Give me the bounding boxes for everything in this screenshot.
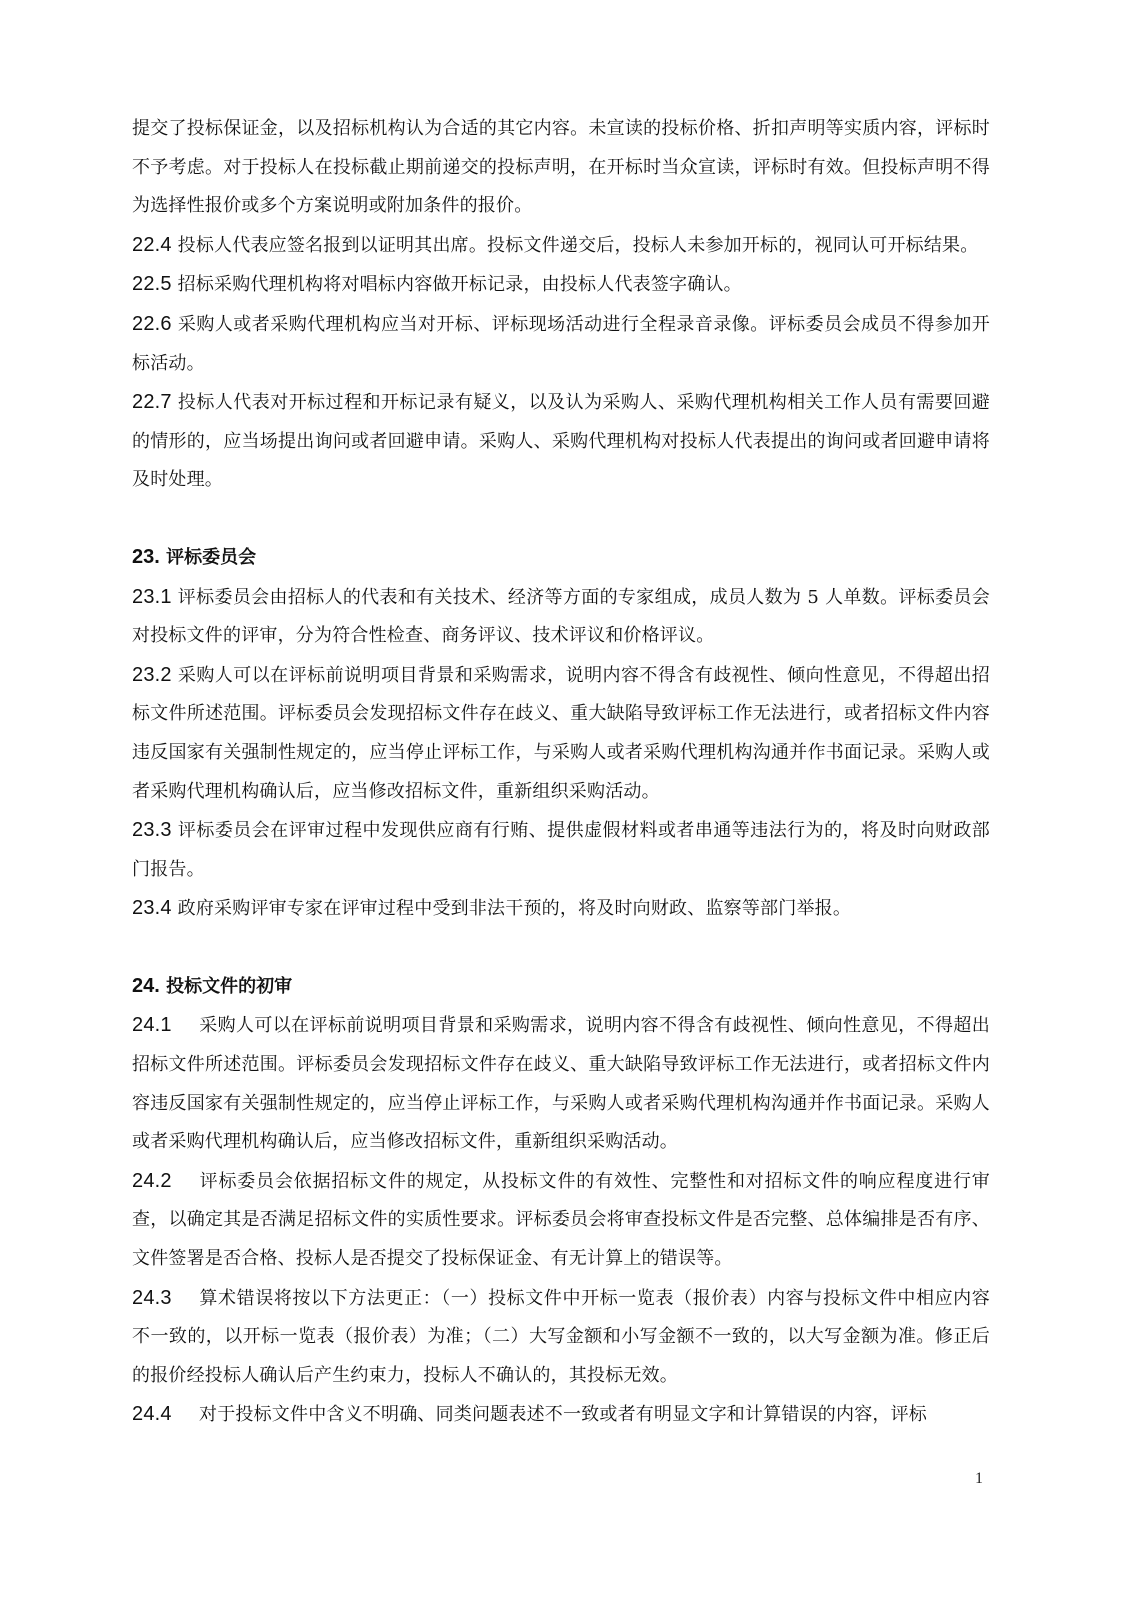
clause-text: 评标委员会依据招标文件的规定，从投标文件的有效性、完整性和对招标文件的响应程度进行审查，以确定其是否满足招标文件的实质性要求。评标委员会将审查投标文件是否完整、总体编排是否有序、文件签署是否合格、投标人是否提交了投标保证金、有无计算上的错误等。 bbox=[132, 1170, 990, 1270]
clause-number: 23.4 bbox=[132, 897, 172, 920]
clause-text: 投标人代表应签名报到以证明其出席。投标文件递交后，投标人未参加开标的，视同认可开标结果。 bbox=[177, 234, 979, 256]
clause-paragraph bbox=[132, 305, 990, 383]
clause-paragraph bbox=[132, 1395, 990, 1435]
clause-number: 23.1 bbox=[132, 585, 172, 608]
document-body bbox=[132, 110, 990, 1435]
section-spacer bbox=[132, 500, 990, 538]
clause-number: 24.1 bbox=[132, 1014, 172, 1037]
clause-number: 24.3 bbox=[132, 1286, 172, 1309]
clause-text: 采购人可以在评标前说明项目背景和采购需求，说明内容不得含有歧视性、倾向性意见，不得超出招标文件所述范围。评标委员会发现招标文件存在歧义、重大缺陷导致评标工作无法进行，或者招标文件内容违反国家有关强制性规定的，应当停止评标工作，与采购人或者采购代理机构沟通并作书面记录。采购人或者采购代理机构确认后，应当修改招标文件，重新组织采购活动。 bbox=[132, 664, 991, 802]
clause-number: 22.4 bbox=[132, 233, 172, 256]
section-heading bbox=[132, 967, 990, 1007]
clause-text: 评标委员会在评审过程中发现供应商有行贿、提供虚假材料或者串通等违法行为的，将及时向财政部门报告。 bbox=[132, 820, 991, 880]
clause-number: 24.4 bbox=[132, 1403, 172, 1426]
clause-text: 政府采购评审专家在评审过程中受到非法干预的，将及时向财政、监察等部门举报。 bbox=[177, 898, 852, 920]
clause-paragraph bbox=[132, 1162, 990, 1279]
section-title: 投标文件的初审 bbox=[166, 975, 293, 997]
clause-number: 24.2 bbox=[132, 1169, 172, 1192]
clause-paragraph bbox=[132, 265, 990, 305]
clause-paragraph bbox=[132, 383, 990, 500]
page-number: 1 bbox=[975, 1470, 983, 1487]
clause-paragraph bbox=[132, 811, 990, 889]
clause-number: 22.5 bbox=[132, 273, 172, 296]
section-number: 23. bbox=[132, 545, 160, 568]
clause-text: 招标采购代理机构将对唱标内容做开标记录，由投标人代表签字确认。 bbox=[177, 274, 742, 296]
section-heading bbox=[132, 538, 990, 578]
section-number: 24. bbox=[132, 974, 160, 997]
clause-number: 22.6 bbox=[132, 312, 172, 335]
clause-text: 采购人或者采购代理机构应当对开标、评标现场活动进行全程录音录像。评标委员会成员不得参加开标活动。 bbox=[132, 313, 991, 374]
clause-text: 评标委员会由招标人的代表和有关技术、经济等方面的专家组成，成员人数为 5 人单数。评标委员会对投标文件的评审，分为符合性检查、商务评议、技术评议和价格评议。 bbox=[132, 586, 990, 647]
section-title: 评标委员会 bbox=[166, 546, 257, 568]
clause-paragraph bbox=[132, 889, 990, 929]
clause-text: 提交了投标保证金，以及招标机构认为合适的其它内容。未宣读的投标价格、折扣声明等实质内容，评标时不予考虑。对于投标人在投标截止期前递交的投标声明，在开标时当众宣读，评标时有效。但投标声明不得为选择性报价或多个方案说明或附加条件的报价。 bbox=[132, 118, 990, 217]
clause-text: 算术错误将按以下方法更正：（一）投标文件中开标一览表（报价表）内容与投标文件中相应内容不一致的，以开标一览表（报价表）为准；（二）大写金额和小写金额不一致的，以大写金额为准。修正后的报价经投标人确认后产生约束力，投标人不确认的，其投标无效。 bbox=[132, 1287, 990, 1386]
clause-paragraph bbox=[132, 110, 990, 226]
clause-text: 采购人可以在评标前说明项目背景和采购需求，说明内容不得含有歧视性、倾向性意见，不得超出招标文件所述范围。评标委员会发现招标文件存在歧义、重大缺陷导致评标工作无法进行，或者招标文件内容违反国家有关强制性规定的，应当停止评标工作，与采购人或者采购代理机构沟通并作书面记录。采购人或者采购代理机构确认后，应当修改招标文件，重新组织采购活动。 bbox=[132, 1015, 990, 1153]
section-spacer bbox=[132, 929, 990, 967]
clause-text: 对于投标文件中含义不明确、同类问题表述不一致或者有明显文字和计算错误的内容，评标 bbox=[199, 1404, 927, 1426]
clause-text: 投标人代表对开标过程和开标记录有疑义，以及认为采购人、采购代理机构相关工作人员有需要回避的情形的，应当场提出询问或者回避申请。采购人、采购代理机构对投标人代表提出的询问或者回避申请将及时处理。 bbox=[132, 392, 991, 491]
clause-number: 23.2 bbox=[132, 663, 172, 686]
clause-paragraph bbox=[132, 656, 990, 811]
clause-paragraph bbox=[132, 1006, 990, 1161]
clause-paragraph bbox=[132, 1279, 990, 1396]
clause-paragraph bbox=[132, 226, 990, 266]
clause-number: 23.3 bbox=[132, 819, 172, 842]
clause-number: 22.7 bbox=[132, 391, 172, 414]
clause-paragraph bbox=[132, 578, 990, 656]
